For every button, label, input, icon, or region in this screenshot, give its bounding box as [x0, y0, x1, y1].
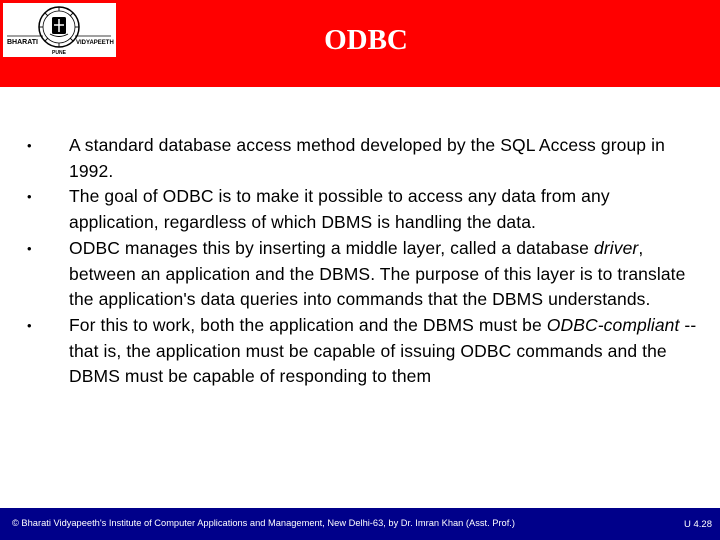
bullet-text: , between an application and the DBMS. The purpose of this layer is to translate the application's data queries into commands that the DBMS understands.	[69, 237, 686, 310]
bullet-item	[27, 236, 697, 313]
bullet-text: A standard database access method developed by the SQL Access group in 1992.	[69, 135, 665, 181]
bullet-marker-icon: •	[27, 240, 32, 256]
bullet-text: The goal of ODBC is to make it possible to access any data from any application, regardless of which DBMS is handling the data.	[69, 186, 610, 233]
bullet-text: -- that is, the application must be capable of issuing ODBC commands and the DBMS must be capable of responding to them	[69, 314, 697, 387]
bullet-marker-icon: •	[27, 317, 32, 333]
bullet-marker-icon: •	[27, 138, 32, 153]
bullet-item	[27, 133, 697, 184]
bullet-emphasis: driver	[593, 237, 639, 258]
logo-bottom-text: PUNE	[52, 50, 66, 56]
bullet-list	[27, 133, 697, 390]
page-number: U 4.28	[684, 519, 712, 530]
bullet-text: For this to work, both the application and the DBMS must be	[69, 314, 547, 335]
bullet-item	[27, 184, 697, 235]
slide-title: ODBC	[324, 24, 408, 56]
bullet-item	[27, 313, 697, 390]
footer-bar	[0, 508, 720, 540]
bullet-marker-icon: •	[27, 189, 32, 205]
logo-right-text: VIDYAPEETH	[76, 40, 114, 46]
title-bar	[0, 0, 720, 87]
logo-left-text: BHARATI	[7, 39, 38, 46]
bullet-emphasis: ODBC-compliant	[546, 314, 680, 335]
bullet-text: ODBC manages this by inserting a middle layer, called a database	[69, 237, 594, 258]
footer-credit: © Bharati Vidyapeeth's Institute of Computer Applications and Management, New Delhi-63, by Dr. Imran Khan (Asst. Prof.)	[12, 518, 515, 528]
